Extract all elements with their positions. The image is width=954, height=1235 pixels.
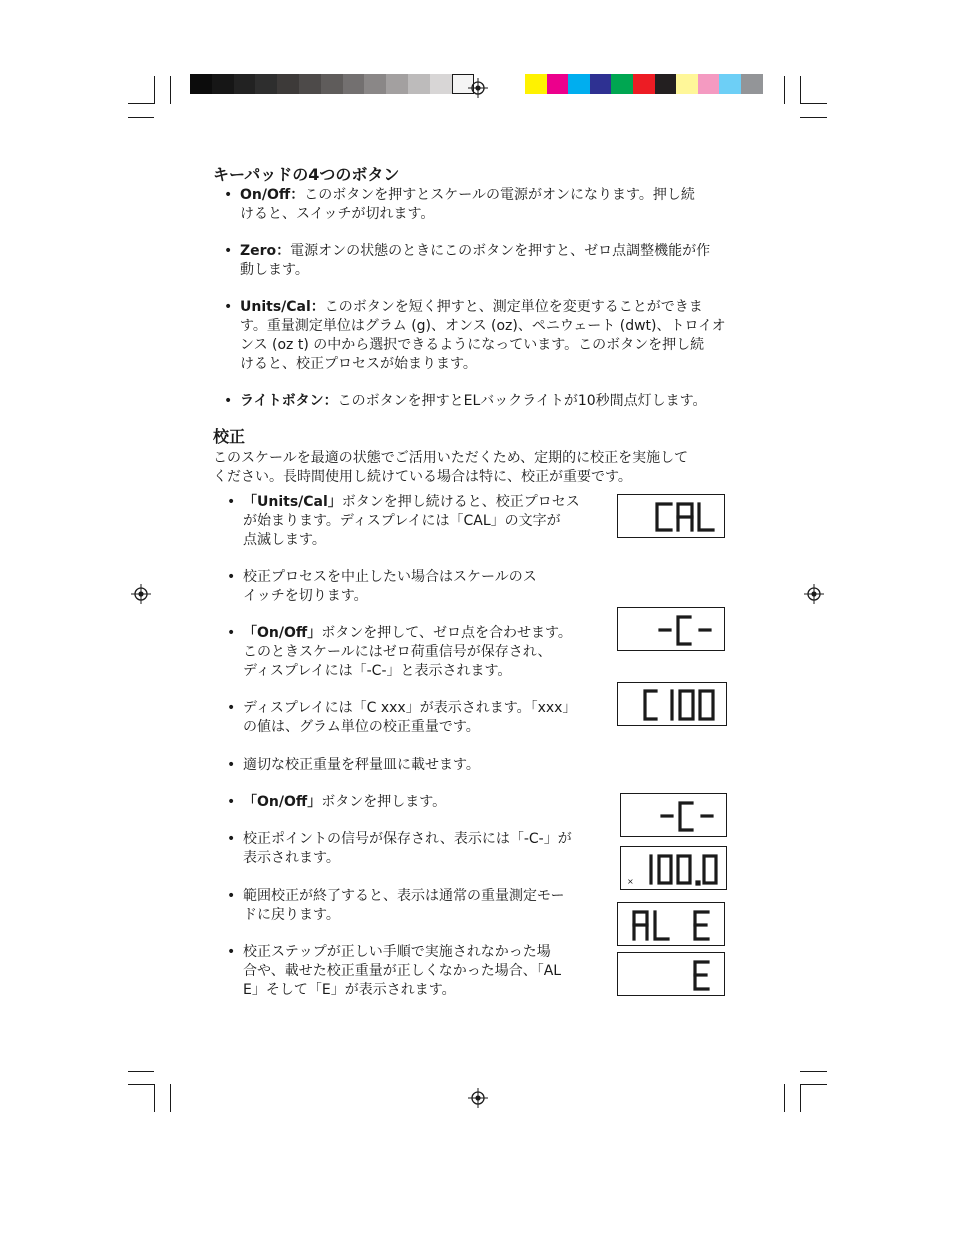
step-5: • 適切な校正重量を秤量皿に載せます。 bbox=[227, 757, 480, 773]
color-swatch bbox=[719, 74, 741, 94]
display-al-e bbox=[617, 902, 725, 946]
color-swatch bbox=[568, 74, 590, 94]
display-c100 bbox=[617, 682, 727, 726]
color-swatch bbox=[655, 74, 677, 94]
step-2: • 校正プロセスを中止したい場合はスケールのス イッチを切ります。 bbox=[227, 569, 537, 604]
gray-swatch bbox=[321, 74, 343, 94]
gray-swatch bbox=[277, 74, 299, 94]
color-swatch bbox=[676, 74, 698, 94]
color-swatch bbox=[698, 74, 720, 94]
gray-swatch bbox=[364, 74, 386, 94]
gray-swatch bbox=[386, 74, 408, 94]
list-item-on-off: • On/Off：このボタンを押すとスケールの電源がオンになります。押し続 けると、スイッチが切れます。 bbox=[224, 187, 695, 222]
item-label: ライトボタン： bbox=[240, 393, 338, 409]
gray-swatch bbox=[255, 74, 277, 94]
keypad-heading: キーパッドの4つのボタン bbox=[213, 165, 400, 184]
gray-swatch bbox=[234, 74, 256, 94]
color-swatch bbox=[611, 74, 633, 94]
gray-swatch bbox=[190, 74, 212, 94]
display-dash-c-2 bbox=[620, 793, 727, 837]
color-swatch bbox=[590, 74, 612, 94]
registration-mark-bottom-icon bbox=[468, 1088, 488, 1108]
calibration-heading: 校正 bbox=[213, 427, 246, 446]
gray-swatch bbox=[343, 74, 365, 94]
item-label: Zero： bbox=[240, 243, 291, 259]
step-9: • 校正ステップが正しい手順で実施されなかった場 合や、載せた校正重量が正しくなかった場合、「AL E」そして「E」が表示されます。 bbox=[227, 944, 562, 998]
step-7: • 校正ポイントの信号が保存され、表示には「-C-」が 表示されます。 bbox=[227, 831, 572, 866]
registration-mark-right-icon bbox=[804, 584, 824, 604]
display-dash-c bbox=[617, 607, 725, 651]
display-e bbox=[617, 952, 725, 996]
step-1: • 「Units/Cal」ボタンを押し続けると、校正プロセス が始まります。ディスプレイには「CAL」の文字が 点滅します。 bbox=[227, 494, 580, 548]
gray-swatch bbox=[408, 74, 430, 94]
list-item-units-cal: • Units/Cal：このボタンを短く押すと、測定単位を変更することができま す。重量測定単位はグラム (g)、オンス (oz)、ペニウェート (dwt)、トロイオ ンス (oz t) の中から選択できるようになっています。このボタンを押し続 けると、校正プロセスが始まります。 bbox=[224, 299, 726, 372]
display-weight bbox=[620, 846, 727, 890]
color-swatch bbox=[633, 74, 655, 94]
weight-indicator: × bbox=[627, 877, 634, 886]
calibration-intro: このスケールを最適の状態でご活用いただくため、定期的に校正を実施して ください。長時間使用し続けている場合は特に、校正が重要です。 bbox=[213, 450, 689, 485]
display-cal bbox=[617, 494, 725, 538]
step-6: • 「On/Off」ボタンを押します。 bbox=[227, 794, 447, 810]
item-label: Units/Cal： bbox=[240, 299, 325, 315]
gray-swatch bbox=[299, 74, 321, 94]
gray-swatch bbox=[212, 74, 234, 94]
list-item-zero: • Zero：電源オンの状態のときにこのボタンを押すと、ゼロ点調整機能が作 動します。 bbox=[224, 243, 711, 278]
color-swatch bbox=[741, 74, 763, 94]
step-4: • ディスプレイには「C xxx」が表示されます。「xxx」 の値は、グラム単位の校正重量です。 bbox=[227, 700, 577, 735]
gray-swatch bbox=[430, 74, 452, 94]
registration-mark-left-icon bbox=[131, 584, 151, 604]
registration-mark-top-icon bbox=[468, 78, 488, 98]
color-swatch bbox=[547, 74, 569, 94]
item-label: On/Off： bbox=[240, 187, 305, 203]
step-3: • 「On/Off」ボタンを押して、ゼロ点を合わせます。 このときスケールにはゼロ荷重信号が保存され、 ディスプレイには「-C-」と表示されます。 bbox=[227, 625, 572, 679]
step-8: • 範囲校正が終了すると、表示は通常の重量測定モー ドに戻ります。 bbox=[227, 888, 565, 923]
list-item-light-button: • ライトボタン：このボタンを押すとELバックライトが10秒間点灯します。 bbox=[224, 393, 707, 409]
color-swatch bbox=[525, 74, 547, 94]
